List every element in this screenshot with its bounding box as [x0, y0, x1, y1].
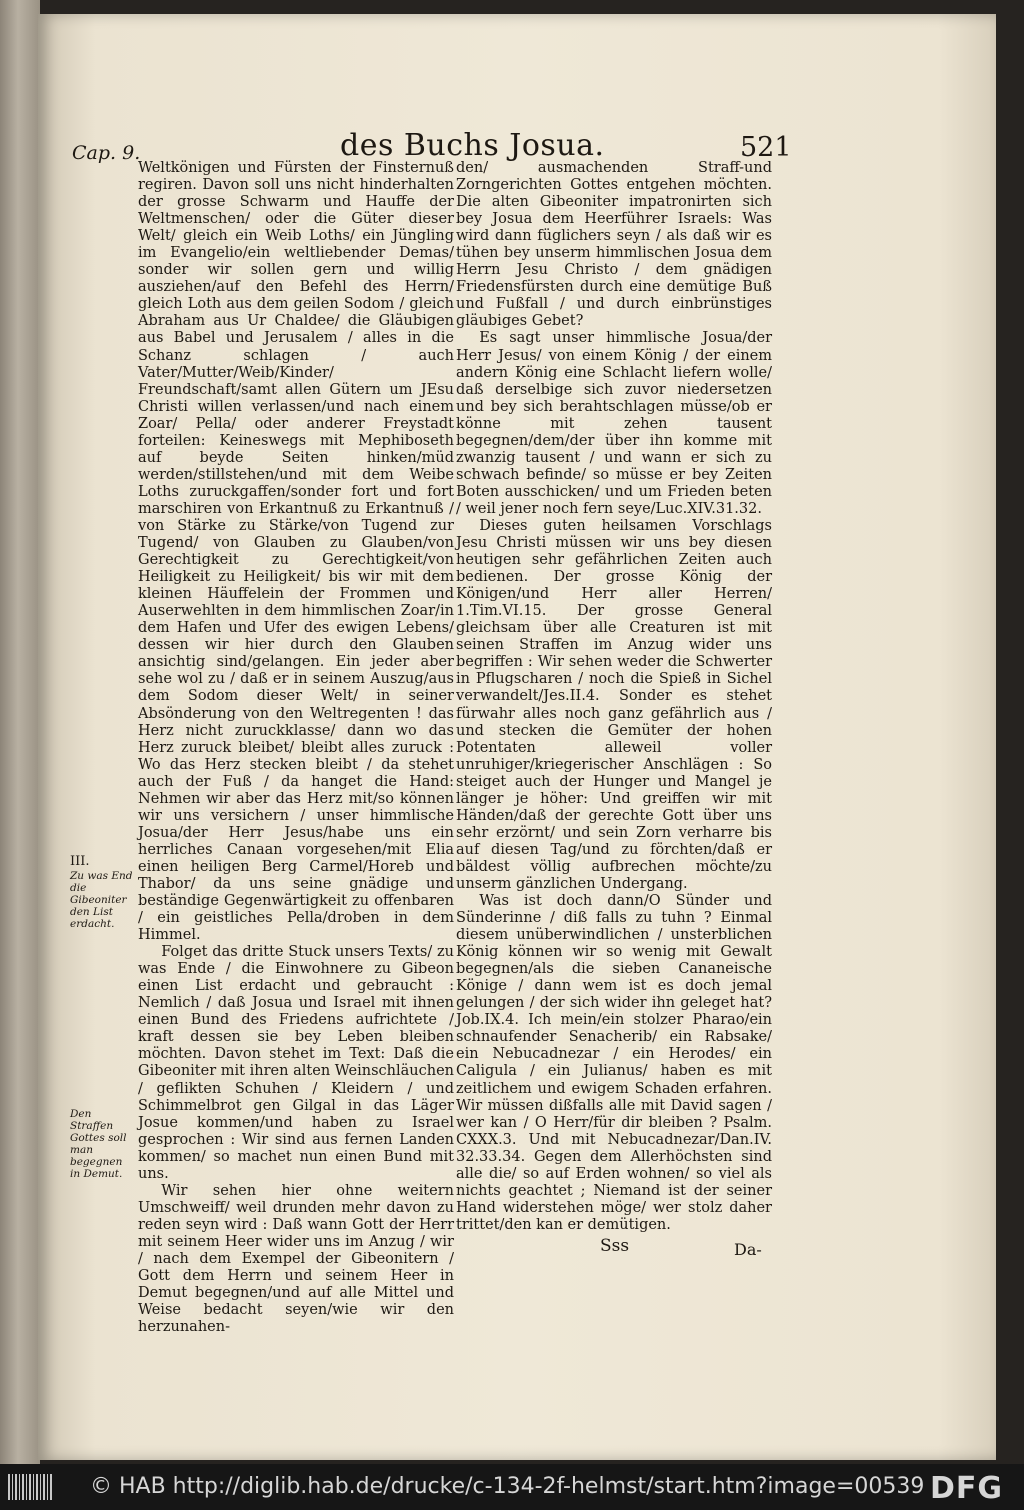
margin-note-number: III. [70, 854, 90, 869]
barcode-icon [8, 1474, 52, 1500]
footer-bar [0, 1464, 1024, 1510]
signature-mark: Sss [600, 1236, 630, 1256]
left-text-column [138, 160, 454, 1336]
right-text-column [456, 160, 772, 1234]
margin-note [70, 856, 134, 930]
text-paragraph: Weltkönigen und Fürsten der Finsternuß regiren. Davon soll uns nicht hinderhalten der grosse Schwarm und Hauffe der Weltmenschen/ oder die Güter dieser Welt/ gleich ein Weib Loths/ ein Jüngling im Evangelio/ein weltliebender Demas/ sonder wir sollen gern und willig ausziehen/auf den Befehl des Herrn/ gleich Loth aus dem geilen Sodom / gleich Abraham aus Ur Chaldee/ die Gläubigen aus Babel und Jerusalem / alles in die Schanz schlagen / auch Vater/Mutter/Weib/Kinder/ Freundschaft/samt allen Gütern um JEsu Christi willen verlassen/und nach einem Zoar/ Pella/ oder anderer Freystadt forteilen: Keineswegs mit Mephiboseth auf beyde Seiten hinken/müd werden/stillstehen/und mit dem Weibe Loths zuruckgaffen/sonder fort und fort marschiren von Erkantnuß zu Erkantnuß / von Stärke zu Stärke/von Tugend zur Tugend/ von Glauben zu Glauben/von Gerechtigkeit zu Gerechtigkeit/von Heiligkeit zu Heiligkeit/ bis wir mit dem kleinen Häuffelein der Frommen und Auserwehlten in dem himmlischen Zoar/in dem Hafen und Ufer des ewigen Lebens/ dessen wir hier durch den Glauben ansichtig sind/gelangen. Ein jeder aber sehe wol zu / daß er in seinem Auszug/aus dem Sodom dieser Welt/ in seiner Absönderung von den Weltregenten ! das Herz nicht zuruckklasse/ dann wo das Herz zuruck bleibet/ bleibt alles zuruck : Wo das Herz stecken bleibt / da stehet auch der Fuß / da hanget die Hand: Nehmen wir aber das Herz mit/so können wir uns versichern / unser himmlische Josua/der Herr Jesus/habe uns ein herrliches Canaan vorgesehen/mit Elia einen heiligen Berg Carmel/Horeb und Thabor/ da uns seine gnädige und beständige Gegenwärtigkeit zu offenbaren / ein geistliches Pella/droben in dem Himmel. [138, 160, 454, 944]
text-paragraph: Folget das dritte Stuck unsers Texts/ zu was Ende / die Einwohnere zu Gibeon einen List erdacht und gebraucht : Nemlich / daß Josua und Israel mit ihnen einen Bund des Friedens aufrichtete / kraft dessen sie bey Leben bleiben möchten. Davon stehet im Text: Daß die Gibeoniter mit ihren alten Weinschläuchen / geflikten Schuhen / Kleidern / und Schimmelbrot gen Gilgal in das Läger Josue kommen/und haben zu Israel gesprochen : Wir sind aus fernen Landen kommen/ so machet nun einen Bund mit uns. [138, 944, 454, 1182]
running-head-title: des Buchs Josua. [340, 128, 605, 163]
text-paragraph: Dieses guten heilsamen Vorschlags Jesu Christi müssen wir uns bey diesen heutigen sehr gefährlichen Zeiten auch bedienen. Der grosse König der Königen/und Herr aller Herren/ 1.Tim.VI.15. Der grosse General gleichsam über alle Creaturen ist mit seinen Straffen im Anzug wider uns begriffen : Wir sehen weder die Schwerter in Pflugscharen / noch die Spieß in Sichel verwandelt/Jes.II.4. Sonder es stehet fürwahr alles noch ganz gefährlich aus / und stecken die Gemüter der hohen Potentaten alleweil voller unruhiger/kriegerischer Anschlägen : So steiget auch der Hunger und Mangel je länger je höher: Und greiffen wir mit Händen/daß der gerechte Gott über uns sehr erzörnt/ und sein Zorn verharre bis auf diesen Tag/und zu förchten/daß er bäldest völlig aufbrechen möchte/zu unserm gänzlichen Undergang. [456, 517, 772, 892]
footer-link[interactable]: © HAB http://diglib.hab.de/drucke/c-134-2f-helmst/start.htm?image=00539 [90, 1474, 925, 1499]
margin-note-text: Zu was End die Gibeoniter den List erdacht. [70, 870, 133, 930]
margin-note-text: Den Straffen Gottes soll man begegnen in Demut. [70, 1108, 127, 1180]
previous-page-edge [0, 0, 40, 1464]
catchword: Da- [734, 1240, 762, 1259]
running-head-chapter: Cap. 9. [72, 142, 141, 164]
dfg-logo: DFG [930, 1471, 1004, 1506]
text-paragraph: Es sagt unser himmlische Josua/der Herr Jesus/ von einem König / der einem andern König eine Schlacht liefern wolle/ daß derselbige sich zuvor niedersetzen und bey sich berahtschlagen müsse/ob er könne mit zehen tausent begegnen/dem/der über ihn komme mit zwanzig tausent / und wann er sich zu schwach befinde/ so müsse er bey Zeiten Boten ausschicken/ und um Frieden beten / weil jener noch fern seye/Luc.XIV.31.32. [456, 330, 772, 517]
text-paragraph: Was ist doch dann/O Sünder und Sünderinne / diß falls zu tuhn ? Einmal diesem unüberwindlichen / unsterblichen König können wir so wenig mit Gewalt begegnen/als die sieben Cananeische Könige / dann wem ist es doch jemal gelungen / der sich wider ihn geleget hat? Job.IX.4. Ich mein/ein stolzer Pharao/ein schnaufender Senacherib/ ein Rabsake/ ein Nebucadnezar / ein Herodes/ ein Caligula / ein Julianus/ haben es mit zeitlichem und ewigem Schaden erfahren. Wir müssen dißfalls alle mit David sagen / wer kan / O Herr/für dir bleiben ? Psalm. CXXX.3. Und mit Nebucadnezar/Dan.IV. 32.33.34. Gegen dem Allerhöchsten sind alle die/ so auf Erden wohnen/ so viel als nichts geachtet ; Niemand ist der seiner Hand widerstehen möge/ wer stolz daher trittet/den kan er demütigen. [456, 893, 772, 1233]
text-paragraph: Wir sehen hier ohne weitern Umschweiff/ weil drunden mehr davon zu reden seyn wird : Daß wann Gott der Herr mit seinem Heer wider uns im Anzug / wir / nach dem Exempel der Gibeonitern / Gott dem Herrn und seinem Heer in Demut begegnen/und auf alle Mittel und Weise bedacht seyen/wie wir den herzunahen- [138, 1182, 454, 1336]
margin-note [70, 1108, 134, 1180]
text-paragraph: den/ ausmachenden Straff-und Zorngerichten Gottes entgehen möchten. Die alten Gibeoniter impatronirten sich bey Josua dem Heerführer Israels: Was wird dann füglichers seyn / als daß wir es tühen bey unserm himmlischen Josua dem Herrn Jesu Christo / dem gnädigen Friedensfürsten durch eine demütige Buß und Fußfall / und durch einbrünstiges gläubiges Gebet? [456, 160, 772, 330]
page-number: 521 [740, 132, 792, 163]
